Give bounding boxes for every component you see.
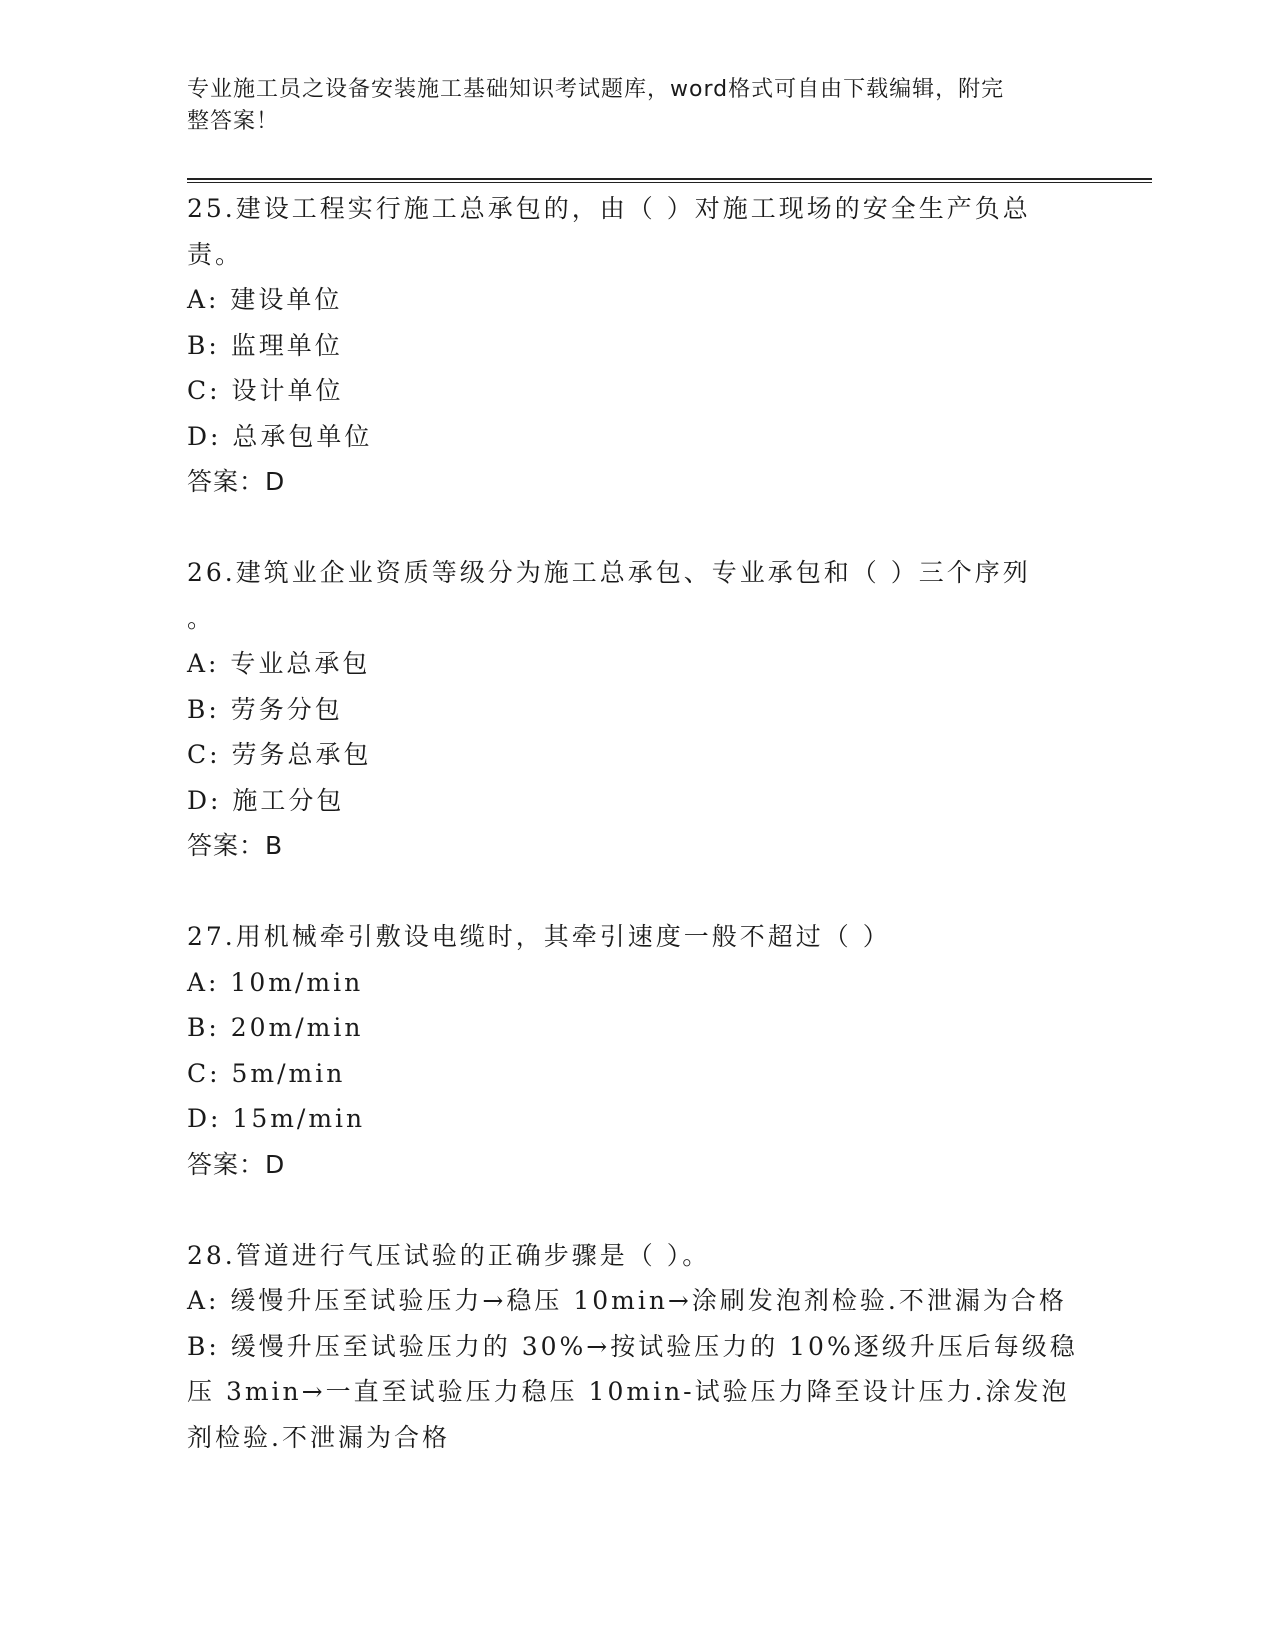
option-c: C: 劳务总承包 (187, 740, 372, 769)
option-a: A: 缓慢升压至试验压力→稳压 10min→涂刷发泡剂检验.不泄漏为合格 (187, 1286, 1067, 1315)
question-25 (187, 186, 1087, 505)
question-26 (187, 550, 1087, 869)
question-spacer (187, 869, 1087, 915)
question-list (187, 186, 1087, 1460)
question-stem: 26.建筑业企业资质等级分为施工总承包、专业承包和（ ）三个序列 (187, 558, 1031, 587)
question-28 (187, 1233, 1087, 1461)
option-b: B: 劳务分包 (187, 694, 343, 724)
question-stem: 27.用机械牵引敷设电缆时，其牵引速度一般不超过（ ） (187, 922, 891, 951)
question-stem: 28.管道进行气压试验的正确步骤是（ ）。 (187, 1240, 711, 1270)
question-stem: 责。 (187, 239, 244, 269)
question-spacer (187, 1187, 1087, 1233)
option-a: A: 10m/min (187, 967, 364, 997)
option-a: A: 专业总承包 (187, 649, 371, 678)
option-c: C: 5m/min (187, 1058, 346, 1088)
option-b: B: 20m/min (187, 1013, 364, 1042)
document-header (187, 74, 1087, 138)
question-27 (187, 914, 1087, 1187)
answer-line: 答案：D (187, 1149, 286, 1179)
option-b: B: 缓慢升压至试验压力的 30%→按试验压力的 10%逐级升压后每级稳 (187, 1331, 1078, 1361)
header-line: 整答案！ (187, 109, 280, 134)
answer-line: 答案：D (187, 467, 286, 496)
header-line: 专业施工员之设备安装施工基础知识考试题库，word格式可自由下载编辑，附完 (187, 77, 1005, 102)
option-d: D: 总承包单位 (187, 421, 373, 451)
option-b-continued: 剂检验.不泄漏为合格 (187, 1422, 450, 1452)
header-divider-thin (187, 182, 1152, 183)
header-divider-thick (187, 178, 1152, 180)
question-stem: 。 (187, 603, 216, 633)
option-b-continued: 压 3min→一直至试验压力稳压 10min-试验压力降至设计压力.涂发泡 (187, 1377, 1070, 1406)
option-d: D: 15m/min (187, 1104, 366, 1133)
answer-line: 答案：B (187, 831, 284, 860)
option-b: B: 监理单位 (187, 330, 343, 360)
question-stem: 25.建设工程实行施工总承包的，由（ ）对施工现场的安全生产负总 (187, 194, 1031, 223)
option-c: C: 设计单位 (187, 376, 344, 405)
question-spacer (187, 505, 1087, 551)
option-a: A: 建设单位 (187, 285, 343, 314)
option-d: D: 施工分包 (187, 785, 345, 815)
